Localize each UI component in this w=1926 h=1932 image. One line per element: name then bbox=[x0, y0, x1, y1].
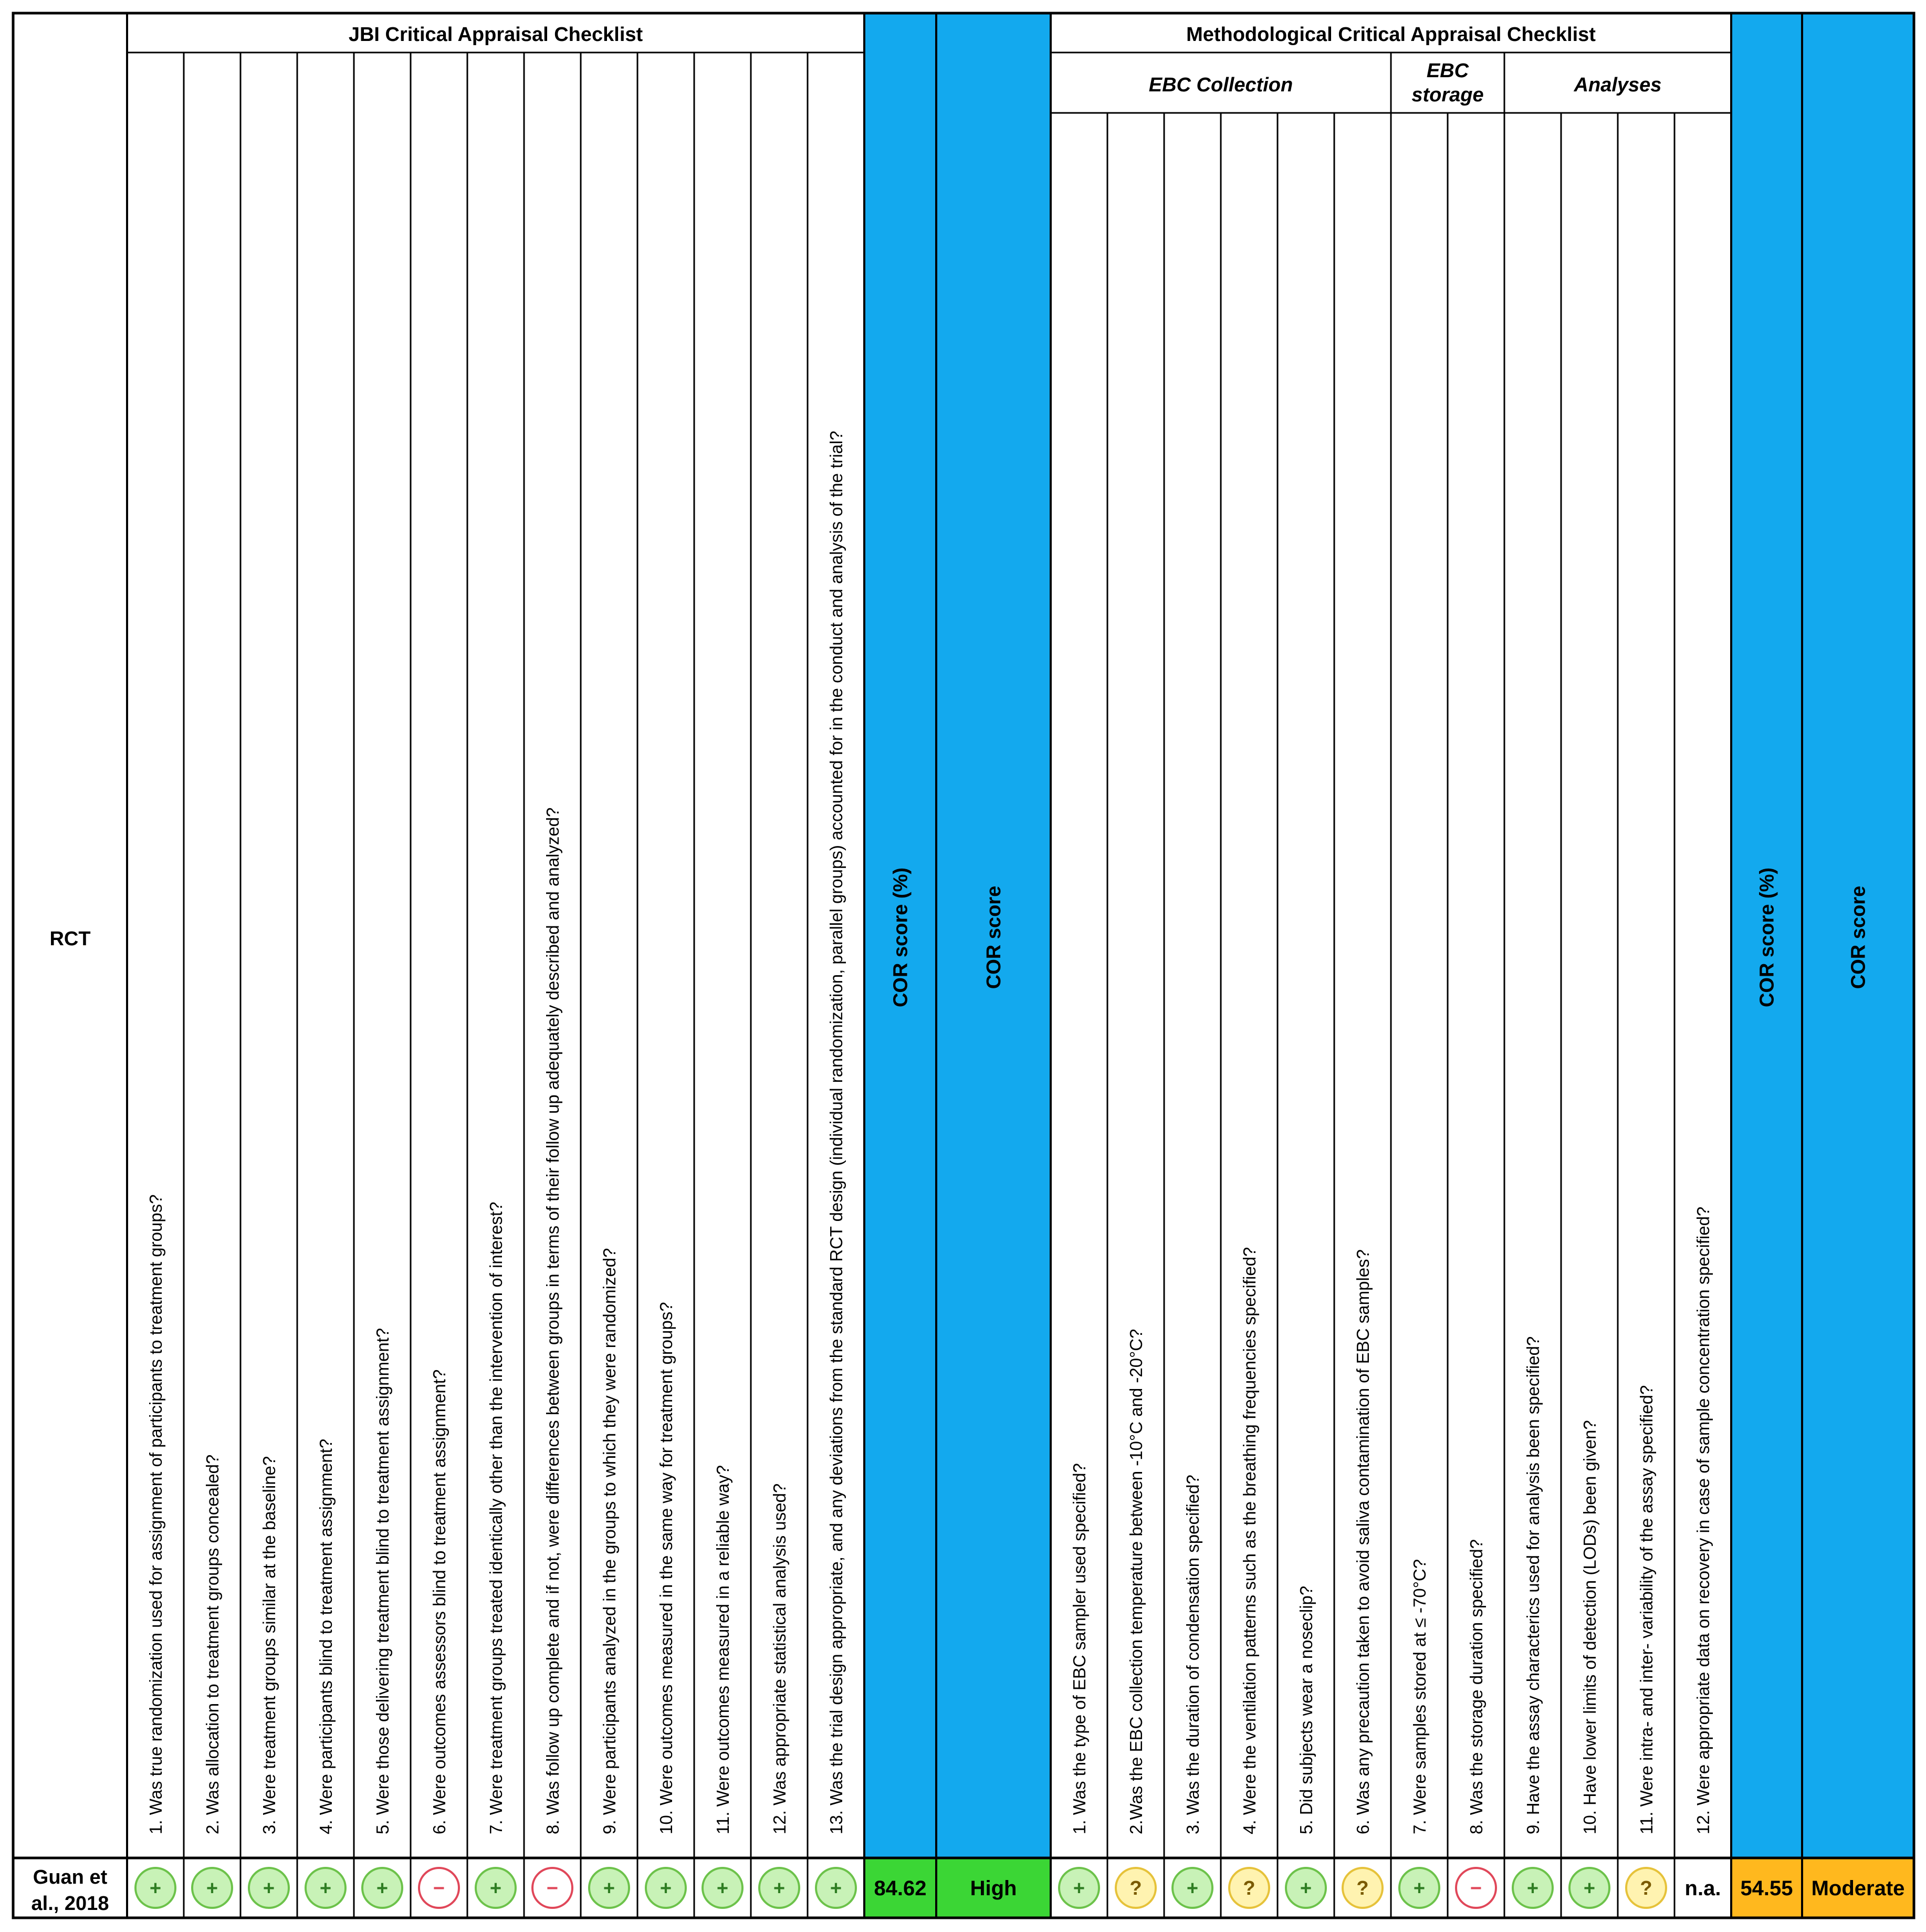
jbi-rating-symbol: − bbox=[546, 1877, 559, 1899]
method-question: 12. Were appropriate data on recovery in case of sample concentration specified? bbox=[1693, 1206, 1713, 1834]
method-question: 11. Were intra- and inter- variability of the assay specified? bbox=[1637, 1385, 1656, 1834]
study-name-line2: al., 2018 bbox=[31, 1893, 109, 1915]
method-question: 2.Was the EBC collection temperature between -10°C and -20°C? bbox=[1126, 1329, 1146, 1834]
jbi-score: 84.62 bbox=[874, 1877, 927, 1900]
jbi-question: 6. Were outcomes assessors blind to treatment assignment? bbox=[430, 1369, 449, 1834]
method-rating-symbol: + bbox=[1413, 1877, 1426, 1899]
jbi-question: 1. Was true randomization used for assignment of participants to treatment groups? bbox=[146, 1194, 165, 1834]
method-rating-na: n.a. bbox=[1684, 1877, 1721, 1900]
jbi-question: 4. Were participants blind to treatment assignment? bbox=[316, 1438, 336, 1834]
jbi-rating-symbol: + bbox=[830, 1877, 842, 1899]
group-label-line: EBC bbox=[1426, 60, 1469, 82]
method-level: Moderate bbox=[1811, 1877, 1905, 1900]
method-score: 54.55 bbox=[1740, 1877, 1793, 1900]
jbi-question: 2. Was allocation to treatment groups concealed? bbox=[203, 1454, 222, 1834]
method-question: 7. Were samples stored at ≤ -70°C? bbox=[1410, 1559, 1429, 1834]
method-question: 10. Have lower limits of detection (LODs) been given? bbox=[1580, 1420, 1599, 1834]
jbi-level-header: COR score bbox=[983, 885, 1005, 989]
group-label: Analyses bbox=[1574, 74, 1662, 96]
method-rating-symbol: + bbox=[1073, 1877, 1085, 1899]
jbi-level: High bbox=[970, 1877, 1017, 1900]
method-question: 8. Was the storage duration specified? bbox=[1467, 1539, 1486, 1834]
jbi-question: 12. Was appropriate statistical analysis used? bbox=[770, 1483, 789, 1834]
method-rating-symbol: ? bbox=[1356, 1877, 1369, 1899]
jbi-question: 8. Was follow up complete and if not, were differences between groups in terms of their follow up adequately described and analyzed? bbox=[543, 807, 562, 1834]
method-question: 6. Was any precaution taken to avoid saliva contamination of EBC samples? bbox=[1353, 1249, 1373, 1834]
study-name-line1: Guan et bbox=[33, 1866, 108, 1888]
jbi-question: 10. Were outcomes measured in the same way for treatment groups? bbox=[656, 1302, 676, 1834]
method-question: 4. Were the ventilation patterns such as the breathing frequencies specified? bbox=[1240, 1247, 1259, 1834]
group-label: EBC Collection bbox=[1148, 74, 1293, 96]
jbi-rating-symbol: + bbox=[149, 1877, 162, 1899]
jbi-question: 13. Was the trial design appropriate, and any deviations from the standard RCT design (individual randomization, parallel groups) accounted for in the conduct and analysis of the trial? bbox=[826, 431, 846, 1834]
method-question: 3. Was the duration of condensation specified? bbox=[1183, 1475, 1202, 1834]
method-question: 1. Was the type of EBC sampler used specified? bbox=[1070, 1463, 1089, 1834]
jbi-rating-symbol: + bbox=[603, 1877, 615, 1899]
method-rating-symbol: ? bbox=[1243, 1877, 1255, 1899]
method-rating-symbol: + bbox=[1583, 1877, 1596, 1899]
method-question: 9. Have the assay characterics used for analysis been specified? bbox=[1523, 1336, 1543, 1834]
jbi-rating-symbol: + bbox=[489, 1877, 502, 1899]
method-rating-symbol: − bbox=[1470, 1877, 1482, 1899]
jbi-rating-symbol: + bbox=[206, 1877, 218, 1899]
jbi-title: JBI Critical Appraisal Checklist bbox=[348, 24, 643, 46]
jbi-question: 3. Were treatment groups similar at the baseline? bbox=[259, 1456, 279, 1834]
method-title: Methodological Critical Appraisal Checklist bbox=[1186, 24, 1596, 46]
method-question: 5. Did subjects wear a noseclip? bbox=[1296, 1585, 1316, 1834]
method-rating-symbol: + bbox=[1186, 1877, 1199, 1899]
jbi-rating-symbol: + bbox=[376, 1877, 389, 1899]
method-score-header: COR score (%) bbox=[1756, 867, 1778, 1008]
jbi-question: 7. Were treatment groups treated identically other than the intervention of interest? bbox=[486, 1202, 506, 1834]
jbi-rating-symbol: + bbox=[716, 1877, 729, 1899]
jbi-question: 9. Were participants analyzed in the groups to which they were randomized? bbox=[600, 1248, 619, 1834]
method-level-header: COR score bbox=[1847, 885, 1870, 989]
method-rating-symbol: ? bbox=[1129, 1877, 1142, 1899]
method-rating-symbol: + bbox=[1526, 1877, 1539, 1899]
jbi-rating-symbol: + bbox=[319, 1877, 332, 1899]
method-rating-symbol: ? bbox=[1640, 1877, 1652, 1899]
jbi-rating-symbol: − bbox=[433, 1877, 445, 1899]
jbi-rating-symbol: + bbox=[660, 1877, 672, 1899]
jbi-score-header: COR score (%) bbox=[889, 867, 912, 1008]
group-label bbox=[1411, 60, 1483, 106]
jbi-question: 11. Were outcomes measured in a reliable way? bbox=[713, 1465, 732, 1834]
method-rating-symbol: + bbox=[1300, 1877, 1312, 1899]
jbi-rating-symbol: + bbox=[773, 1877, 786, 1899]
jbi-rating-symbol: + bbox=[263, 1877, 275, 1899]
group-label-line: storage bbox=[1411, 84, 1484, 106]
jbi-question: 5. Were those delivering treatment blind to treatment assignment? bbox=[373, 1328, 392, 1834]
row-header: RCT bbox=[49, 928, 91, 950]
